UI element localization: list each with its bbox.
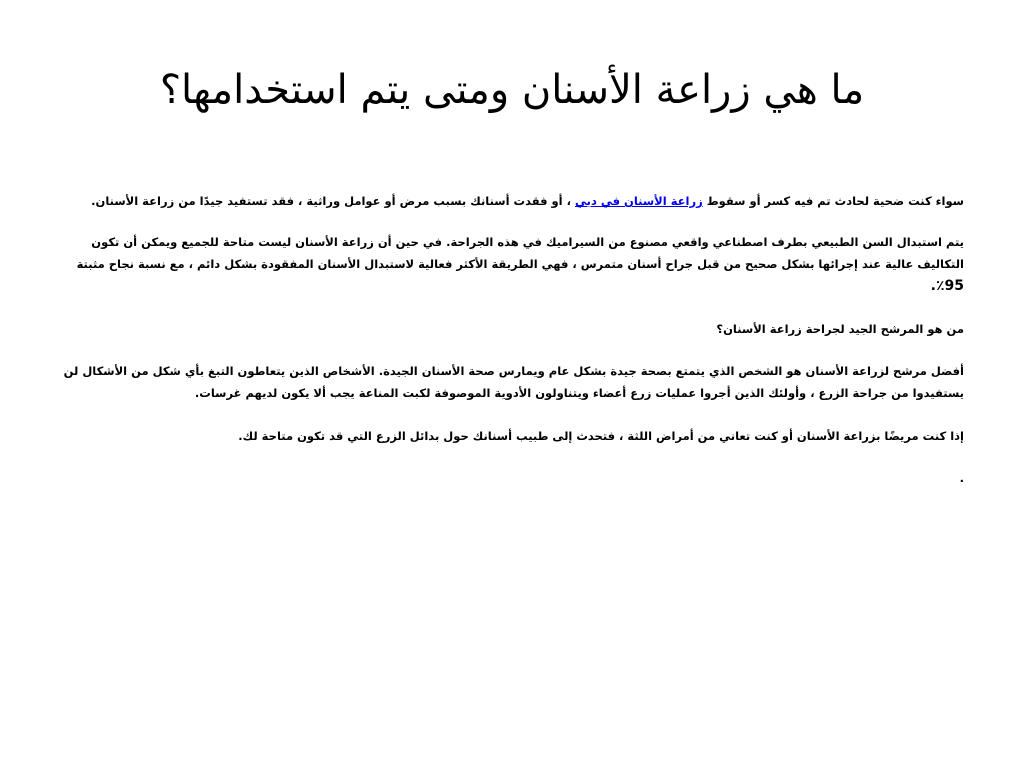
intro-text-start: سواء كنت ضحية لحادث تم فيه كسر أو سقوط [702, 194, 964, 208]
success-rate: 95٪. [930, 278, 964, 294]
dubai-dental-implants-link[interactable]: زراعة الأسنان في دبي [575, 194, 703, 208]
paragraph-gum-disease: إذا كنت مريضًا بزراعة الأسنان أو كنت تعاني من أمراض اللثة ، فتحدث إلى طبيب أسنانك حول بدائل الزرع التي قد تكون متاحة لك. [238, 429, 964, 443]
slide-title: ما هي زراعة الأسنان ومتى يتم استخدامها؟ [159, 67, 865, 113]
intro-text-end: ، أو فقدت أسنانك بسبب مرض أو عوامل وراثية ، فقد تستفيد جيدًا من زراعة الأسنان. [91, 194, 576, 208]
paragraph-dot: . [959, 471, 964, 485]
paragraph-procedure [60, 231, 964, 297]
paragraph-intro [60, 190, 964, 212]
paragraph-candidate-question: من هو المرشح الجيد لجراحة زراعة الأسنان؟ [716, 322, 964, 336]
procedure-text: يتم استبدال السن الطبيعي بطرف اصطناعي واقعي مصنوع من السيراميك في هذه الجراحة. في حين أن زراعة الأسنان ليست متاحة للجميع ويمكن أن تكون التكاليف عالية عند إجرائها بشكل صحيح من قبل جراح أسنان متمرس ، فهي الطريقة الأكثر فعالية لاستبدال الأسنان المفقودة بشكل دائم ، مع نسبة نجاح مثبتة [76, 235, 964, 271]
slide-body [60, 190, 964, 509]
paragraph-candidate-answer: أفضل مرشح لزراعة الأسنان هو الشخص الذي يتمتع بصحة جيدة بشكل عام ويمارس صحة الأسنان الجيدة. الأشخاص الذين يتعاطون التبغ بأي شكل من الأشكال لن يستفيدوا من جراحة الزرع ، وأولئك الذين أجروا عمليات زرع أعضاء ويتناولون الأدوية الموصوفة لكبت المناعة يجب ألا يكون لديهم غرسات. [63, 364, 964, 400]
